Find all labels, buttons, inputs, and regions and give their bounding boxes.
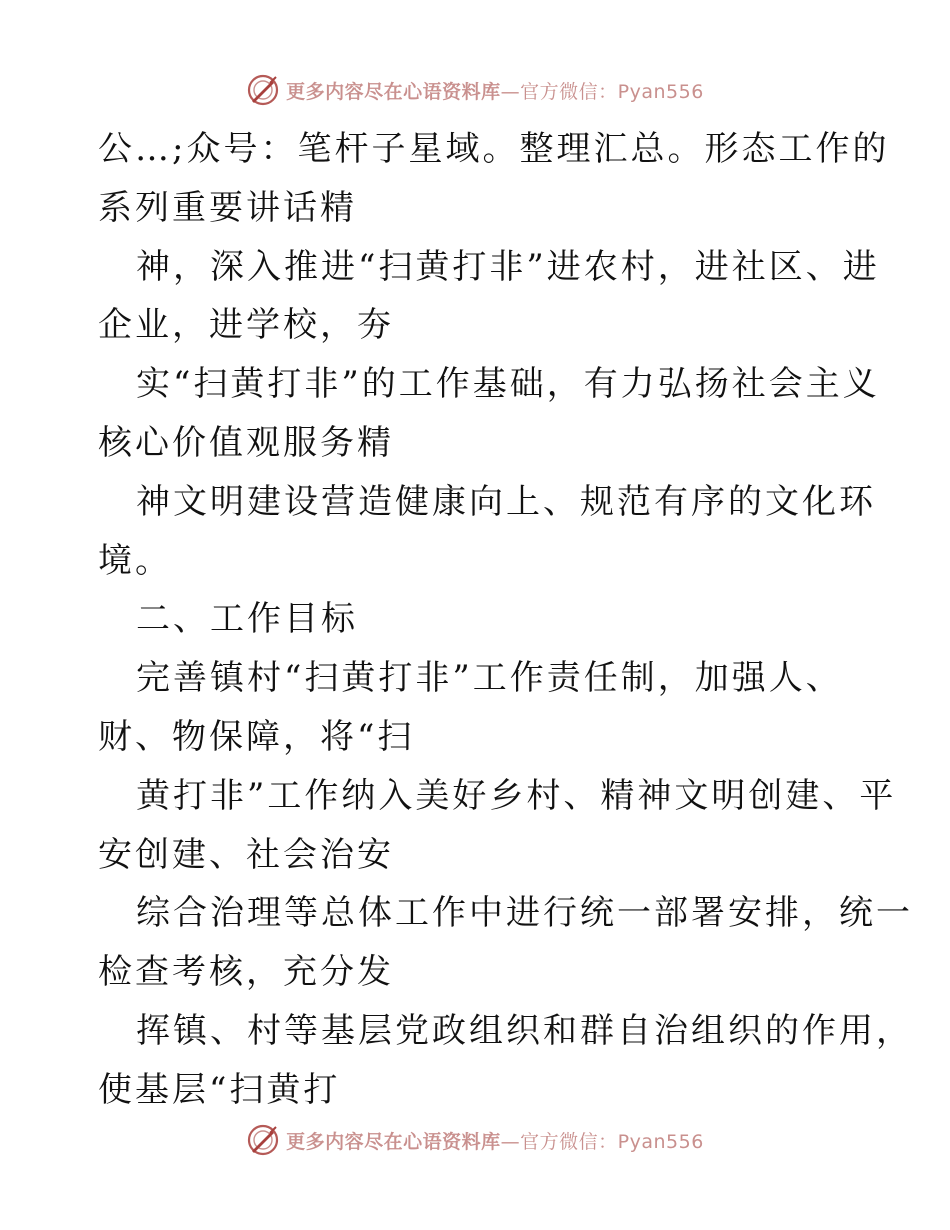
text-line: 二、工作目标 [136, 599, 358, 640]
text-line: 黄打非”工作纳入美好乡村、精神文明创建、平 [136, 775, 897, 816]
text-line: 核心价值观服务精 [98, 422, 394, 463]
text-line: 神文明建设营造健康向上、规范有序的文化环 [136, 481, 876, 522]
header-contact-text: —官方微信：Pyan556 [500, 80, 704, 103]
text-line: 安创建、社会治安 [98, 834, 394, 875]
text-line: 检查考核，充分发 [98, 952, 394, 993]
footer-contact-text: —官方微信：Pyan556 [500, 1130, 704, 1153]
text-line: 公…;众号：笔杆子星域。整理汇总。形态工作的 [98, 129, 890, 169]
text-line: 系列重要讲话精 [98, 187, 357, 228]
header-promo-text: 更多内容尽在心语资料库 [286, 80, 501, 103]
footer-watermark-banner [0, 1120, 950, 1160]
text-line: 神，深入推进“扫黄打非”进农村，进社区、进 [136, 246, 880, 287]
text-line: 实“扫黄打非”的工作基础，有力弘扬社会主义 [136, 364, 880, 405]
pen-logo-icon [246, 1123, 280, 1157]
text-line: 挥镇、村等基层党政组织和群自治组织的作用， [136, 1010, 913, 1051]
text-line: 财、物保障，将“扫 [98, 716, 415, 757]
text-line: 综合治理等总体工作中进行统一部署安排，统一 [136, 893, 913, 934]
document-body [98, 120, 913, 1120]
text-line: 使基层“扫黄打 [98, 1069, 341, 1110]
footer-promo-text: 更多内容尽在心语资料库 [286, 1130, 501, 1153]
text-line: 境。 [98, 540, 172, 581]
text-line: 完善镇村“扫黄打非”工作责任制，加强人、 [136, 658, 843, 699]
text-line: 企业，进学校，夯 [98, 305, 394, 346]
header-watermark-banner [0, 70, 950, 110]
pen-logo-icon [246, 73, 280, 107]
